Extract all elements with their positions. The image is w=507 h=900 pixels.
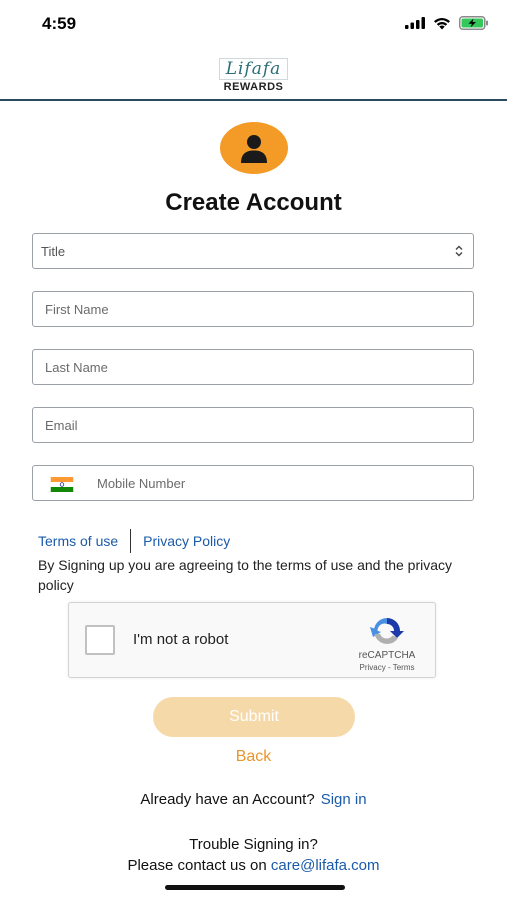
back-link-label[interactable]: Back [235,748,272,765]
recaptcha-brand: reCAPTCHA [358,650,416,661]
battery-charging-icon [459,16,489,30]
support-email-link[interactable]: care@lifafa.com [270,857,380,874]
cellular-signal-icon [405,17,425,29]
mobile-number-input[interactable] [33,466,473,500]
support-info [0,834,507,876]
recaptcha-privacy-terms[interactable]: Privacy - Terms [359,663,415,672]
header-divider [0,99,507,101]
support-line2: Please contact us on [127,857,267,874]
brand-logo [0,58,507,93]
recaptcha-widget [68,602,436,678]
recaptcha-checkbox[interactable] [85,625,115,655]
email-field[interactable] [32,407,474,443]
mobile-field[interactable] [32,465,474,501]
first-name-field[interactable] [32,291,474,327]
agreement-text: By Signing up you are agreeing to the terms of use and the privacy policy [38,557,453,593]
sign-in-link[interactable]: Sign in [320,791,367,808]
last-name-input[interactable] [33,350,473,384]
submit-button[interactable]: Submit [153,697,355,737]
india-flag-icon[interactable] [49,477,75,492]
status-icons [405,16,489,30]
home-indicator [165,885,345,890]
title-select[interactable] [32,233,474,269]
title-select-value: Title [41,243,66,259]
select-chevron-icon [453,243,465,259]
sign-in-prompt [0,791,507,808]
logo-subtitle: REWARDS [223,81,284,93]
recaptcha-label: I'm not a robot [133,631,229,648]
privacy-policy-link[interactable]: Privacy Policy [143,533,231,549]
support-line1: Trouble Signing in? [189,836,318,853]
terms-of-use-link[interactable]: Terms of use [38,533,119,549]
page-title: Create Account [165,189,342,216]
wifi-icon [433,17,451,30]
links-divider [130,529,131,553]
logo-script: Lifafa [219,58,289,80]
sign-in-prompt-text: Already have an Account? [140,791,315,808]
last-name-field[interactable] [32,349,474,385]
legal-links [38,529,230,553]
recaptcha-logo-icon [367,615,407,649]
status-time: 4:59 [42,14,77,33]
email-input[interactable] [33,408,473,442]
user-icon [238,132,270,164]
user-avatar [220,122,288,174]
first-name-input[interactable] [33,292,473,326]
back-link [0,748,507,766]
